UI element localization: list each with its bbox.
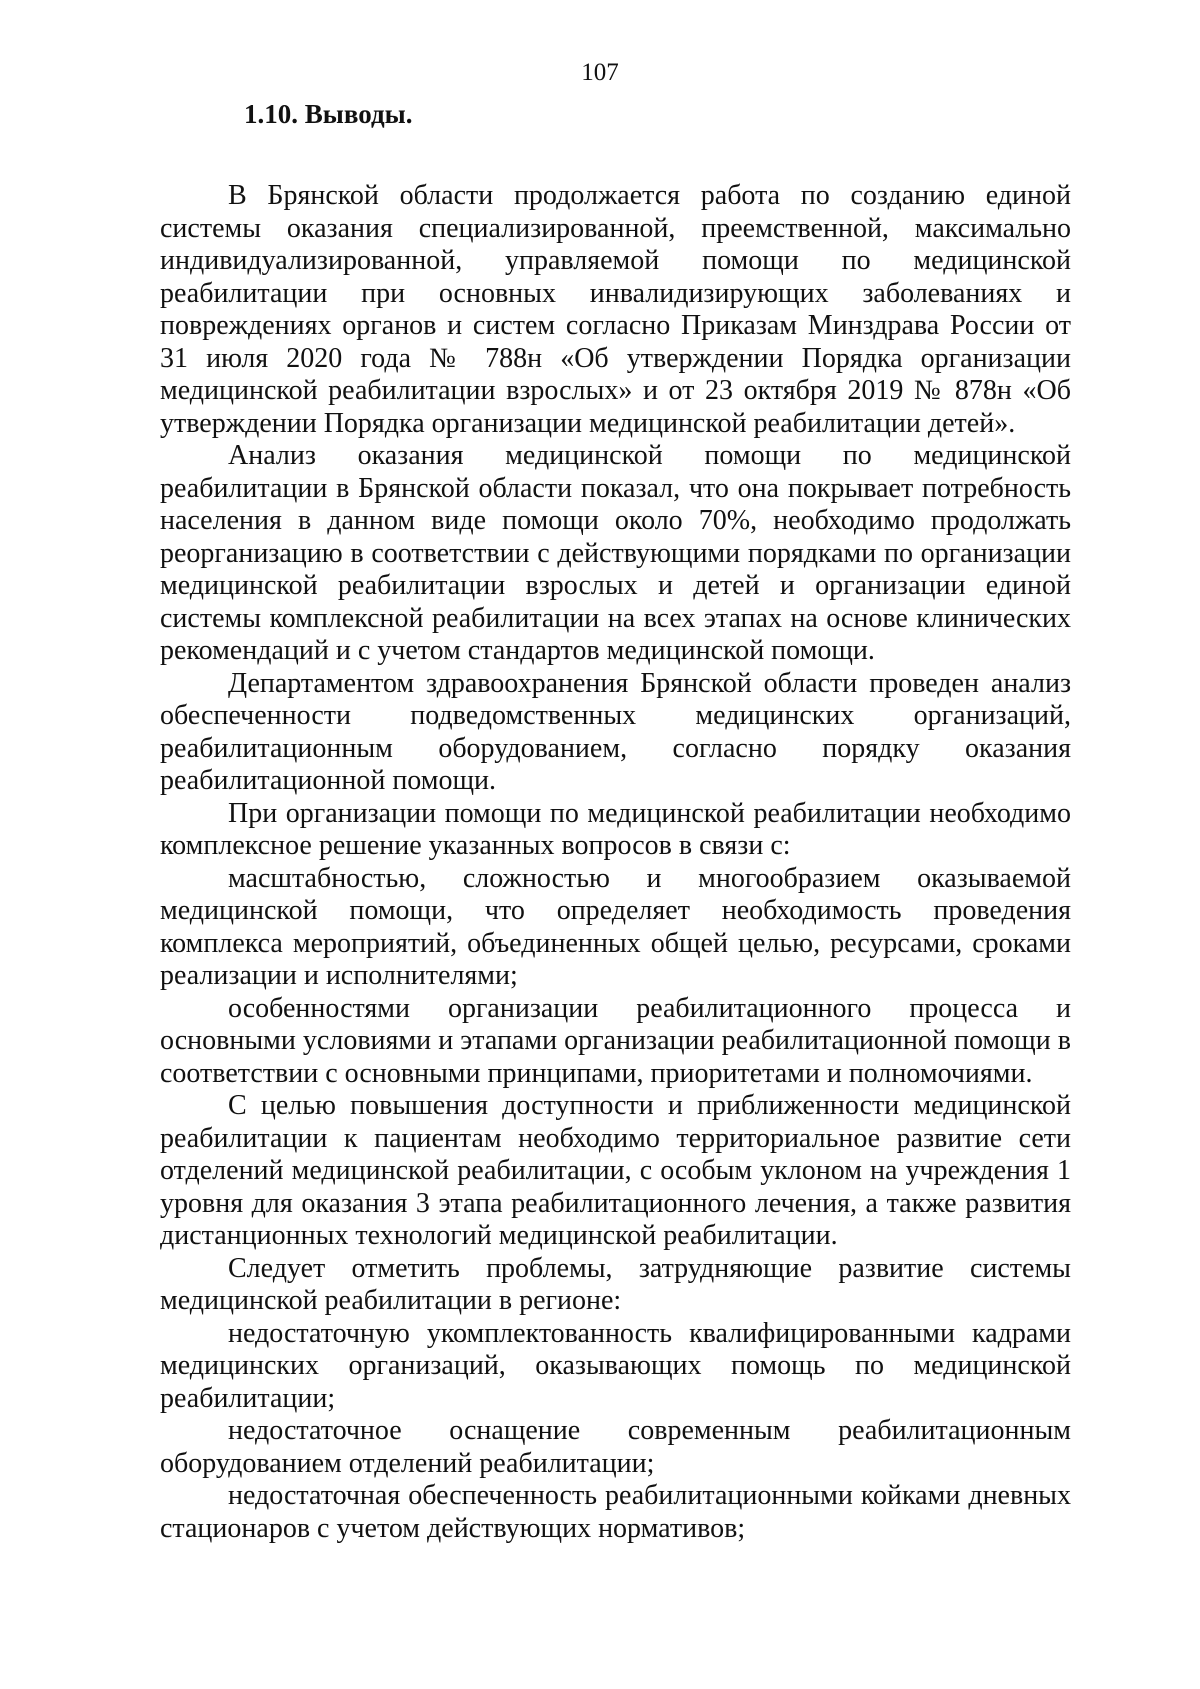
list-item-staffing: недостаточную укомплектованность квалифицированными кадрами медицинских организаций, оказывающих помощь по медицинской реабилитации;	[160, 1317, 1071, 1414]
paragraph-equipment-analysis: Департаментом здравоохранения Брянской области проведен анализ обеспеченности подведомственных медицинских организаций, реабилитационным оборудованием, согласно порядку оказания реабилитационной помощи.	[160, 667, 1071, 796]
document-body	[160, 180, 1071, 1545]
section-heading: 1.10. Выводы.	[244, 99, 413, 129]
page-number: 107	[581, 59, 619, 86]
paragraph-intro: В Брянской области продолжается работа по созданию единой системы оказания специализированной, преемственной, максимально индивидуализированной, управляемой помощи по медицинской реабилитации при основных инвалидизирующих заболеваниях и повреждениях органов и систем согласно Приказам Минздрава России от 31 июля 2020 года № 788н «Об утверждении Порядка организации медицинской реабилитации взрослых» и от 23 октября 2019 № 878н «Об утверждении Порядка организации медицинской реабилитации детей».	[160, 180, 1071, 439]
paragraph-analysis: Анализ оказания медицинской помощи по медицинской реабилитации в Брянской области показал, что она покрывает потребность населения в данном виде помощи около 70%, необходимо продолжать реорганизацию в соответствии с действующими порядками по организации медицинской реабилитации взрослых и детей и организации единой системы комплексной реабилитации на всех этапах на основе клинических рекомендаций и с учетом стандартов медицинской помощи.	[160, 440, 1071, 666]
list-item-scale: масштабностью, сложностью и многообразием оказываемой медицинской помощи, что определяет необходимость проведения комплекса мероприятий, объединенных общей целью, ресурсами, сроками реализации и исполнителями;	[160, 862, 1071, 991]
paragraph-problems: Следует отметить проблемы, затрудняющие развитие системы медицинской реабилитации в регионе:	[160, 1252, 1071, 1316]
list-item-beds: недостаточная обеспеченность реабилитационными койками дневных стационаров с учетом действующих нормативов;	[160, 1480, 1071, 1544]
paragraph-accessibility: С целью повышения доступности и приближенности медицинской реабилитации к пациентам необходимо территориальное развитие сети отделений медицинской реабилитации, с особым уклоном на учреждения 1 уровня для оказания 3 этапа реабилитационного лечения, а также развития дистанционных технологий медицинской реабилитации.	[160, 1090, 1071, 1251]
list-item-features: особенностями организации реабилитационного процесса и основными условиями и этапами организации реабилитационной помощи в соответствии с основными принципами, приоритетами и полномочиями.	[160, 992, 1071, 1089]
list-item-equipment: недостаточное оснащение современным реабилитационным оборудованием отделений реабилитации;	[160, 1415, 1071, 1479]
paragraph-organization: При организации помощи по медицинской реабилитации необходимо комплексное решение указанных вопросов в связи с:	[160, 797, 1071, 861]
